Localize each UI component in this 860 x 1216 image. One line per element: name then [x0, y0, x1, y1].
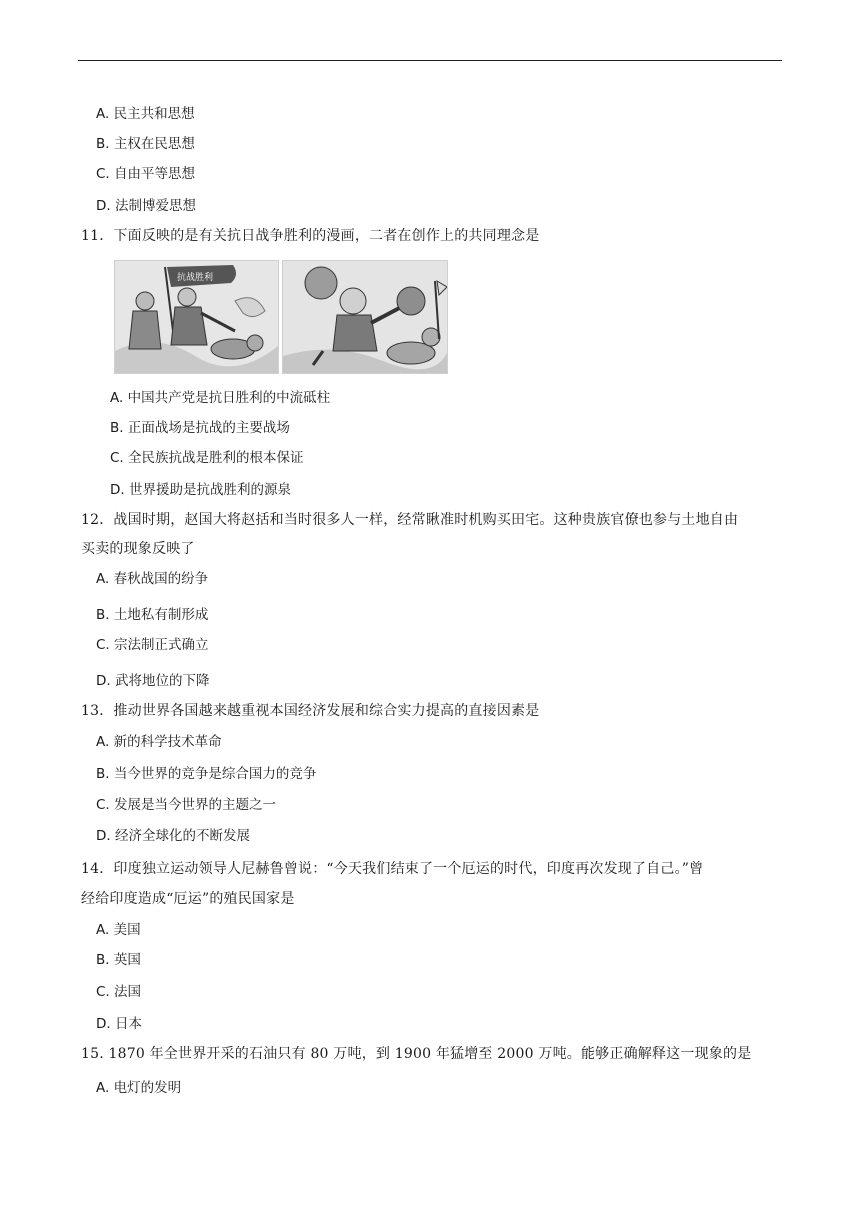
q14-stem-line1: 14．印度独立运动领导人尼赫鲁曾说：“今天我们结束了一个厄运的时代，印度再次发现了自己。”曾 [81, 861, 704, 877]
q14-stem-line2: 经给印度造成“厄运”的殖民国家是 [81, 891, 295, 907]
q11-option-c[interactable]: C. 全民族抗战是胜利的根本保证 [110, 450, 304, 466]
q10-option-c[interactable]: C. 自由平等思想 [96, 166, 196, 182]
q10-option-d[interactable]: D. 法制博爱思想 [96, 198, 196, 214]
cartoon-left [114, 260, 279, 374]
q11-stem: 11．下面反映的是有关抗日战争胜利的漫画，二者在创作上的共同理念是 [81, 228, 540, 244]
q14-option-a[interactable]: A. 美国 [96, 922, 141, 938]
q13-option-a[interactable]: A. 新的科学技术革命 [96, 734, 222, 750]
q11-option-d[interactable]: D. 世界援助是抗战胜利的源泉 [110, 482, 291, 498]
q10-option-a[interactable]: A. 民主共和思想 [96, 106, 195, 122]
q13-stem: 13．推动世界各国越来越重视本国经济发展和综合实力提高的直接因素是 [81, 703, 540, 719]
q13-option-c[interactable]: C. 发展是当今世界的主题之一 [96, 797, 277, 813]
q12-stem-line1: 12．战国时期，赵国大将赵括和当时很多人一样，经常瞅准时机购买田宅。这种贵族官僚也参与土地自由 [81, 512, 739, 528]
q15-option-a[interactable]: A. 电灯的发明 [96, 1080, 182, 1096]
q12-option-c[interactable]: C. 宗法制正式确立 [96, 637, 209, 653]
q12-option-b[interactable]: B. 土地私有制形成 [96, 607, 209, 623]
header-rule [78, 60, 782, 61]
q12-option-a[interactable]: A. 春秋战国的纷争 [96, 571, 209, 587]
q13-option-d[interactable]: D. 经济全球化的不断发展 [96, 828, 250, 844]
q14-option-b[interactable]: B. 英国 [96, 952, 141, 968]
q14-option-d[interactable]: D. 日本 [96, 1016, 142, 1032]
q11-option-a[interactable]: A. 中国共产党是抗日胜利的中流砥柱 [110, 390, 331, 406]
flag-text: 抗战胜利 [177, 273, 214, 283]
q11-option-b[interactable]: B. 正面战场是抗战的主要战场 [110, 420, 290, 436]
q12-stem-line2: 买卖的现象反映了 [81, 541, 195, 557]
q15-stem: 15. 1870 年全世界开采的石油只有 80 万吨，到 1900 年猛增至 2000 万吨。能够正确解释这一现象的是 [81, 1046, 752, 1062]
q10-option-b[interactable]: B. 主权在民思想 [96, 136, 195, 152]
q13-option-b[interactable]: B. 当今世界的竞争是综合国力的竞争 [96, 766, 317, 782]
q14-option-c[interactable]: C. 法国 [96, 984, 142, 1000]
q12-option-d[interactable]: D. 武将地位的下降 [96, 673, 210, 689]
cartoon-right [282, 260, 448, 374]
